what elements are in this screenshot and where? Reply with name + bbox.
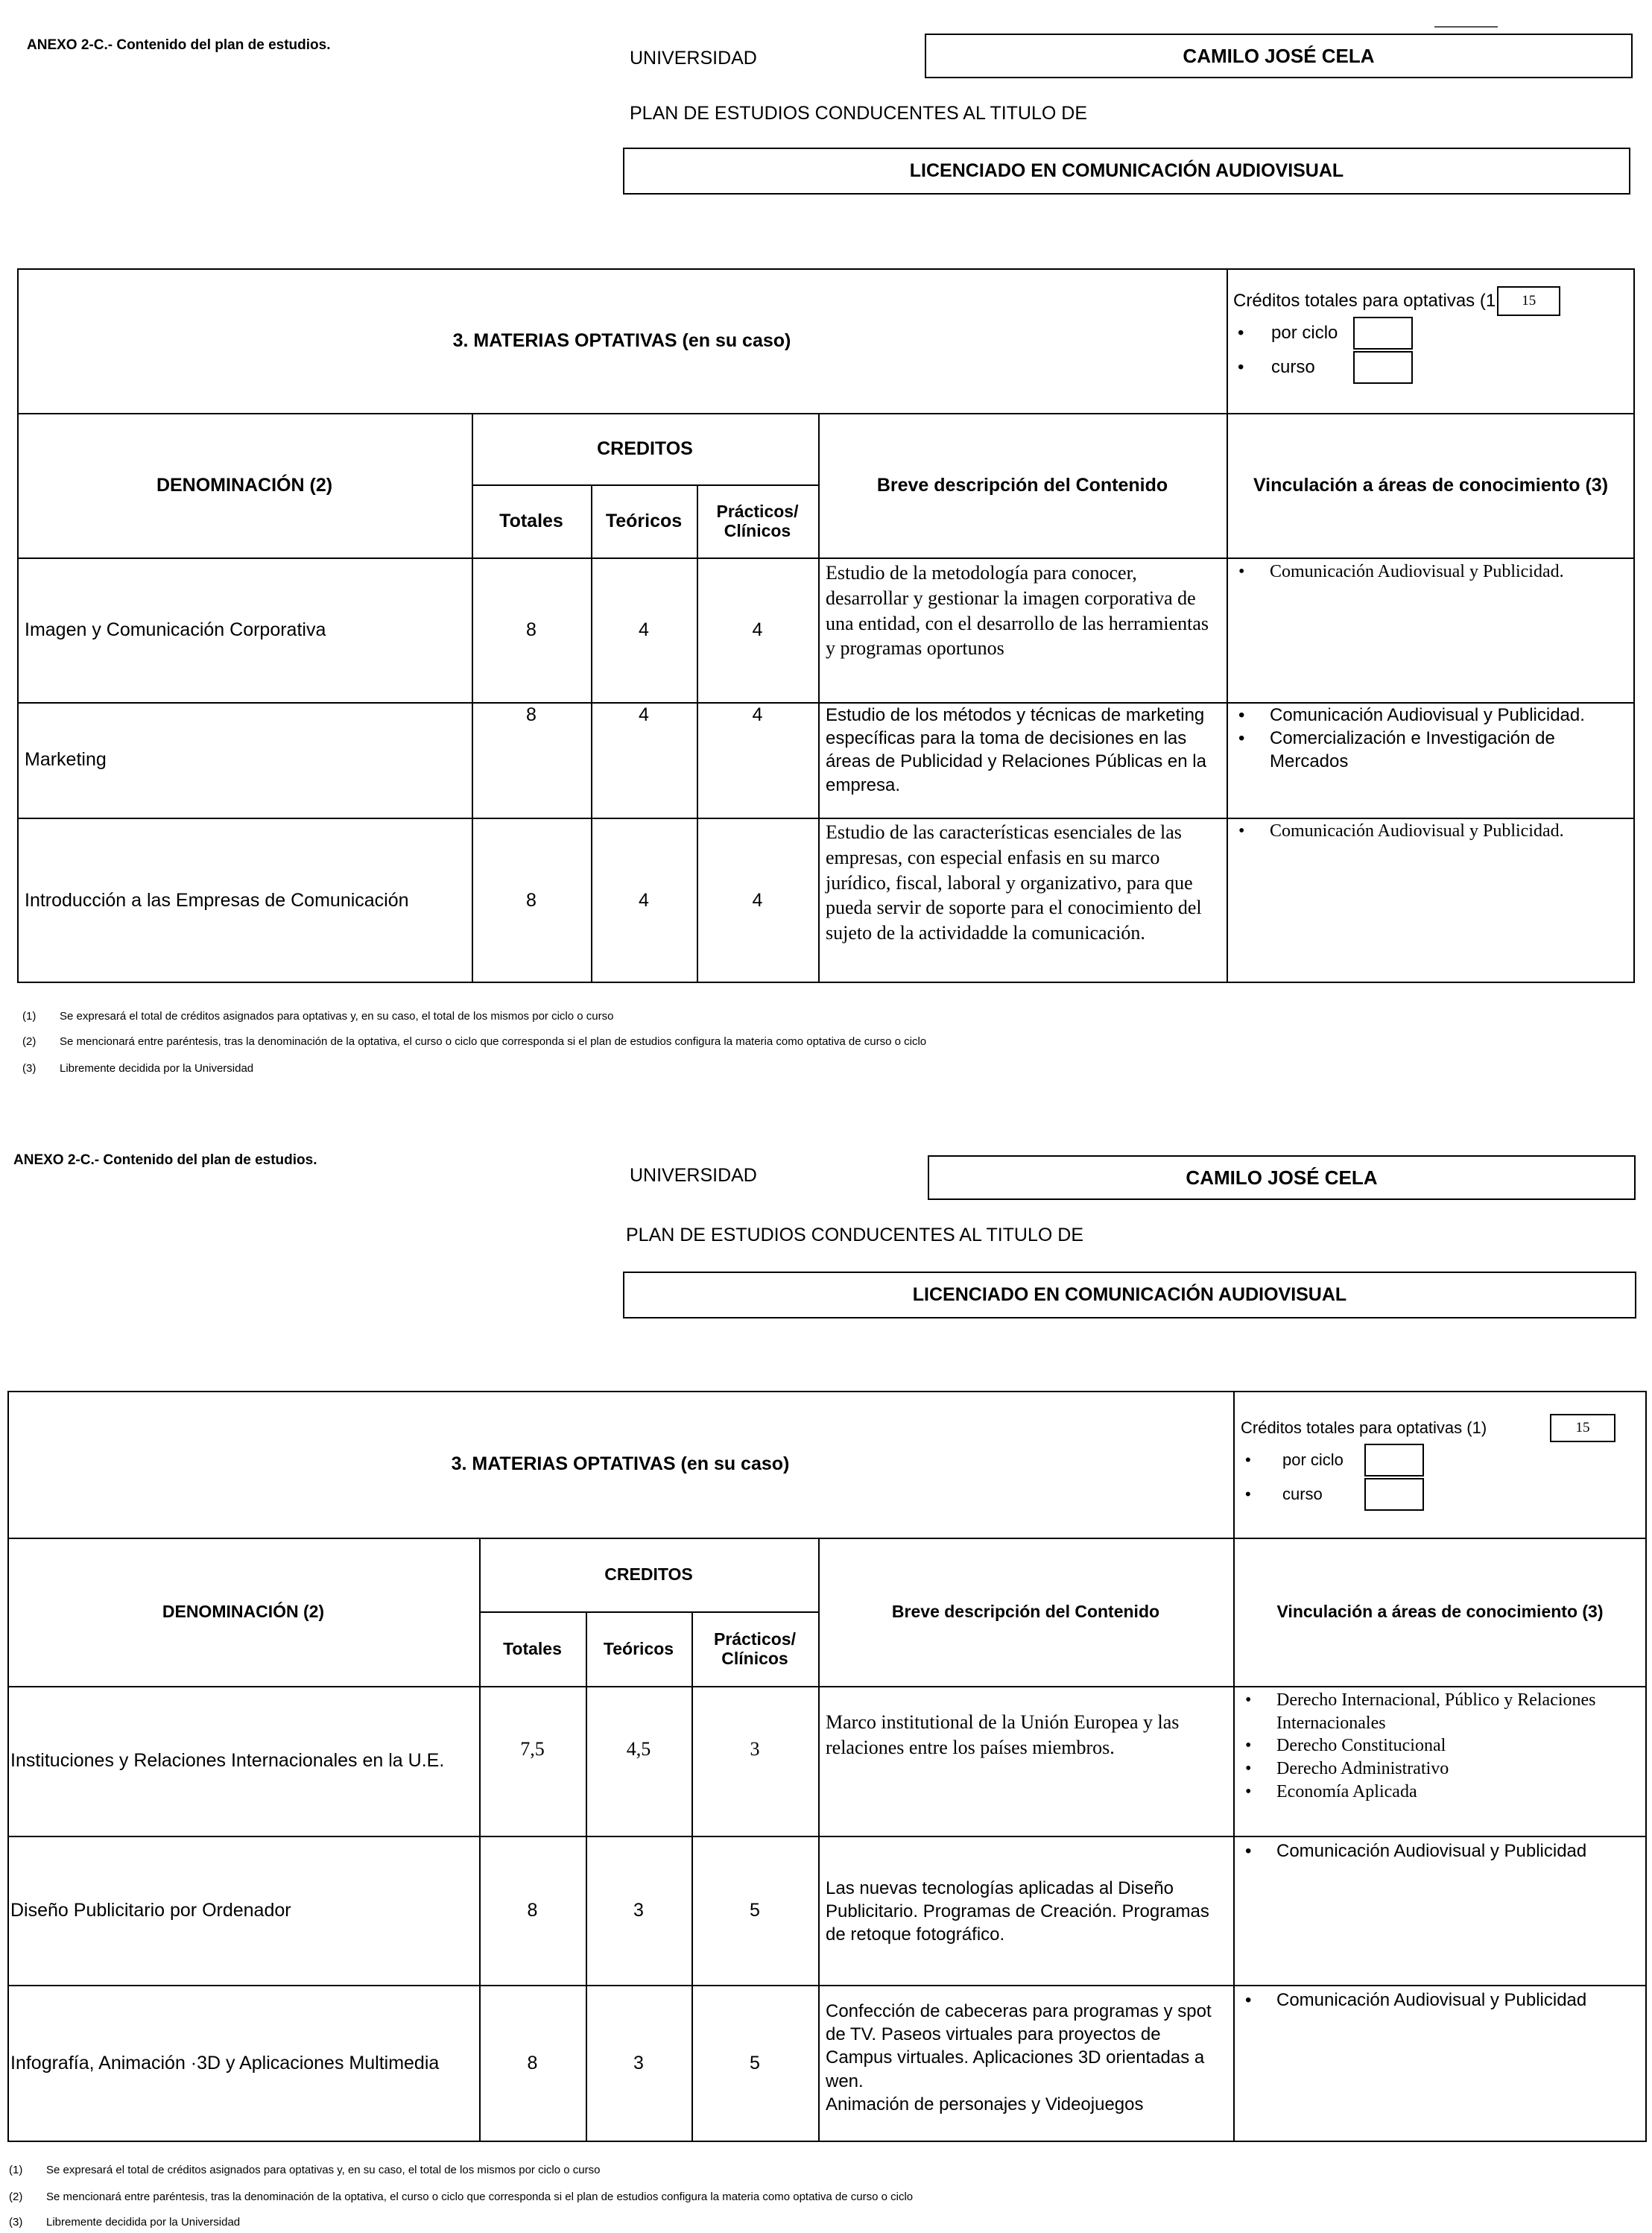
section-title: 3. MATERIAS OPTATIVAS (en su caso): [452, 329, 791, 351]
row-practicos: 3: [750, 1738, 760, 1760]
row-totales: 8: [527, 2053, 538, 2074]
footnote: (1) Se expresará el total de créditos asignados para optativas y, en su caso, el total de los mismos por ciclo o curso: [22, 1010, 614, 1023]
creditos-totales-value: 15: [1497, 286, 1560, 316]
creditos-totales-label: Créditos totales para optativas (1: [1233, 291, 1496, 312]
col-vinculacion: Vinculación a áreas de conocimiento (3): [1253, 474, 1609, 496]
footnote: (3) Libremente decidida por la Universidad: [22, 1062, 254, 1075]
col-descripcion: Breve descripción del Contenido: [891, 1602, 1160, 1622]
row-descripcion: Confección de cabeceras para programas y spot de TV. Paseos virtuales para proyectos de Campus virtuales. Aplicaciones 3D orientadas a wen. Animación de personajes y Videojuegos: [826, 2001, 1212, 2114]
footnote: (1) Se expresará el total de créditos asignados para optativas y, en su caso, el total de los mismos por ciclo o curso: [9, 2164, 601, 2176]
universidad-name: CAMILO JOSÉ CELA: [925, 34, 1633, 78]
row-totales: 8: [526, 889, 537, 911]
row-practicos: 4: [752, 889, 763, 911]
row-totales: 8: [526, 619, 537, 640]
row-denominacion: Instituciones y Relaciones Internacionales en la U.E.: [10, 1750, 445, 1771]
curso-label: curso: [1282, 1484, 1323, 1503]
col-practicos: Prácticos/ Clínicos: [716, 501, 799, 540]
area-item: • Comercialización e Investigación de Mercados: [1228, 727, 1630, 773]
row-practicos: 4: [752, 704, 763, 725]
area-item: • Comunicación Audiovisual y Publicidad.: [1228, 560, 1630, 584]
row-descripcion: Estudio de la metodología para conocer, desarrollar y gestionar la imagen corporativa de una entidad, con el desarrollo de las herramientas y programas oportunos: [826, 562, 1209, 660]
creditos-totales-box: [1241, 1413, 1643, 1512]
footnote: (3) Libremente decidida por la Universidad: [9, 2216, 241, 2229]
creditos-totales-value: 15: [1550, 1414, 1615, 1442]
row-denominacion: Marketing: [25, 749, 107, 770]
col-practicos: Prácticos/ Clínicos: [714, 1629, 796, 1668]
plan-label: PLAN DE ESTUDIOS CONDUCENTES AL TITULO DE: [626, 1225, 1084, 1245]
row-areas: [1235, 1689, 1647, 1804]
row-descripcion: Las nuevas tecnologías aplicadas al Diseño Publicitario. Programas de Creación. Programas de retoque fotográfico.: [826, 1878, 1209, 1945]
row-practicos: 5: [750, 2053, 760, 2074]
anexo-title: ANEXO 2-C.- Contenido del plan de estudios.: [13, 1152, 317, 1168]
row-teoricos: 4: [639, 619, 649, 640]
row-totales: 7,5: [520, 1738, 545, 1760]
area-item: • Derecho Internacional, Público y Relaciones Internacionales: [1235, 1689, 1642, 1734]
universidad-label: UNIVERSIDAD: [630, 1165, 757, 1186]
row-denominacion: Diseño Publicitario por Ordenador: [10, 1899, 291, 1921]
col-creditos: CREDITOS: [597, 438, 693, 459]
row-teoricos: 4: [639, 704, 649, 725]
row-teoricos: 3: [633, 1899, 644, 1921]
titulo-box: LICENCIADO EN COMUNICACIÓN AUDIOVISUAL: [623, 1272, 1636, 1318]
col-creditos: CREDITOS: [604, 1564, 693, 1585]
bullet-icon: •: [1245, 1450, 1251, 1469]
area-item: • Derecho Administrativo: [1235, 1757, 1642, 1781]
row-teoricos: 4: [639, 889, 649, 911]
row-descripcion: Estudio de los métodos y técnicas de marketing específicas para la toma de decisiones en las áreas de Publicidad y Relaciones Públicas en la empresa.: [826, 705, 1206, 795]
anexo-title: ANEXO 2-C.- Contenido del plan de estudios.: [27, 37, 331, 53]
area-item: • Comunicación Audiovisual y Publicidad: [1235, 1839, 1642, 1863]
row-practicos: 5: [750, 1899, 760, 1921]
titulo-box: LICENCIADO EN COMUNICACIÓN AUDIOVISUAL: [623, 148, 1630, 195]
universidad-name: CAMILO JOSÉ CELA: [928, 1155, 1636, 1200]
curso-label: curso: [1271, 357, 1315, 378]
por-ciclo-label: por ciclo: [1271, 323, 1338, 344]
area-item: • Comunicación Audiovisual y Publicidad.: [1228, 704, 1630, 727]
col-vinculacion: Vinculación a áreas de conocimiento (3): [1276, 1602, 1604, 1622]
col-descripcion: Breve descripción del Contenido: [876, 474, 1168, 496]
universidad-label: UNIVERSIDAD: [630, 48, 757, 69]
col-totales: Totales: [499, 510, 563, 531]
row-totales: 8: [526, 704, 537, 725]
row-denominacion: Imagen y Comunicación Corporativa: [25, 619, 326, 640]
bullet-icon: •: [1245, 1484, 1251, 1503]
area-item: • Comunicación Audiovisual y Publicidad: [1235, 1989, 1642, 2012]
section-title: 3. MATERIAS OPTATIVAS (en su caso): [451, 1453, 790, 1474]
creditos-totales-label: Créditos totales para optativas (1): [1241, 1418, 1487, 1437]
bullet-icon: •: [1238, 323, 1244, 344]
area-item: • Comunicación Audiovisual y Publicidad.: [1228, 820, 1630, 843]
col-totales: Totales: [503, 1638, 562, 1658]
footnote: (2) Se mencionará entre paréntesis, tras la denominación de la optativa, el curso o ciclo que corresponda si el plan de estudios configura la materia como optativa de curso o ciclo: [22, 1035, 927, 1048]
footnote: (2) Se mencionará entre paréntesis, tras la denominación de la optativa, el curso o ciclo que corresponda si el plan de estudios configura la materia como optativa de curso o ciclo: [9, 2191, 914, 2203]
col-teoricos: Teóricos: [605, 510, 683, 531]
por-ciclo-label: por ciclo: [1282, 1450, 1344, 1469]
row-descripcion: Marco institutional de la Unión Europea y las relaciones entre los países miembros.: [826, 1711, 1180, 1758]
area-item: • Economía Aplicada: [1235, 1781, 1642, 1804]
row-teoricos: 4,5: [626, 1738, 651, 1760]
row-practicos: 4: [752, 619, 763, 640]
col-denominacion: DENOMINACIÓN (2): [162, 1602, 325, 1622]
row-denominacion: Infografía, Animación ·3D y Aplicaciones Multimedia: [10, 2053, 440, 2074]
row-denominacion: Introducción a las Empresas de Comunicación: [25, 889, 409, 911]
row-teoricos: 3: [633, 2053, 644, 2074]
bullet-icon: •: [1238, 357, 1244, 378]
row-areas: [1235, 1989, 1647, 2012]
por-ciclo-box: [1364, 1444, 1424, 1476]
col-denominacion: DENOMINACIÓN (2): [156, 474, 333, 496]
area-item: • Derecho Constitucional: [1235, 1734, 1642, 1757]
row-totales: 8: [527, 1899, 538, 1921]
row-areas: [1235, 1839, 1647, 1863]
row-descripcion: Estudio de las características esenciales de las empresas, con especial enfasis en su marco jurídico, fiscal, laboral y organizativo, para que pueda servir de soporte para el conocimiento del sujeto de la actividadde la comunicación.: [826, 821, 1202, 944]
curso-box: [1364, 1478, 1424, 1511]
col-teoricos: Teóricos: [603, 1638, 674, 1658]
plan-label: PLAN DE ESTUDIOS CONDUCENTES AL TITULO DE: [630, 103, 1088, 124]
